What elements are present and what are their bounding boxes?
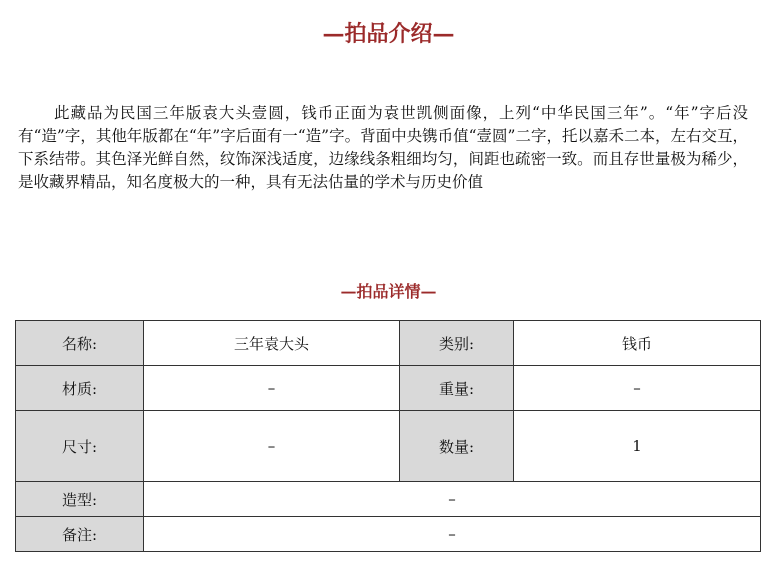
category-value: 钱币	[514, 321, 761, 366]
weight-value: –	[514, 366, 761, 411]
quantity-value: 1	[514, 411, 761, 482]
name-label: 名称:	[16, 321, 144, 366]
remark-value: –	[144, 517, 761, 552]
weight-label: 重量:	[400, 366, 514, 411]
table-row	[16, 411, 761, 482]
table-row	[16, 321, 761, 366]
table-row	[16, 366, 761, 411]
details-table	[15, 320, 761, 552]
size-label: 尺寸:	[16, 411, 144, 482]
table-row	[16, 482, 761, 517]
material-label: 材质:	[16, 366, 144, 411]
category-label: 类别:	[400, 321, 514, 366]
size-value: –	[144, 411, 400, 482]
quantity-label: 数量:	[400, 411, 514, 482]
page-title: —拍品介绍—	[322, 21, 455, 47]
material-value: –	[144, 366, 400, 411]
table-row	[16, 517, 761, 552]
item-description: 此藏品为民国三年版袁大头壹圆，钱币正面为袁世凯侧面像，上列“中华民国三年”。“年”字后没有“造”字，其他年版都在“年”字后面有一“造”字。背面中央镌币值“壹圆”二字，托以嘉禾二本，左右交互，下系结带。其色泽光鲜自然，纹饰深浅适度，边缘线条粗细均匀，间距也疏密一致。而且存世量极为稀少，是收藏界精品，知名度极大的一种，具有无法估量的学术与历史价值	[18, 104, 748, 191]
shape-label: 造型:	[16, 482, 144, 517]
details-title: —拍品详情—	[340, 282, 437, 301]
remark-label: 备注:	[16, 517, 144, 552]
name-value: 三年袁大头	[144, 321, 400, 366]
shape-value: –	[144, 482, 761, 517]
